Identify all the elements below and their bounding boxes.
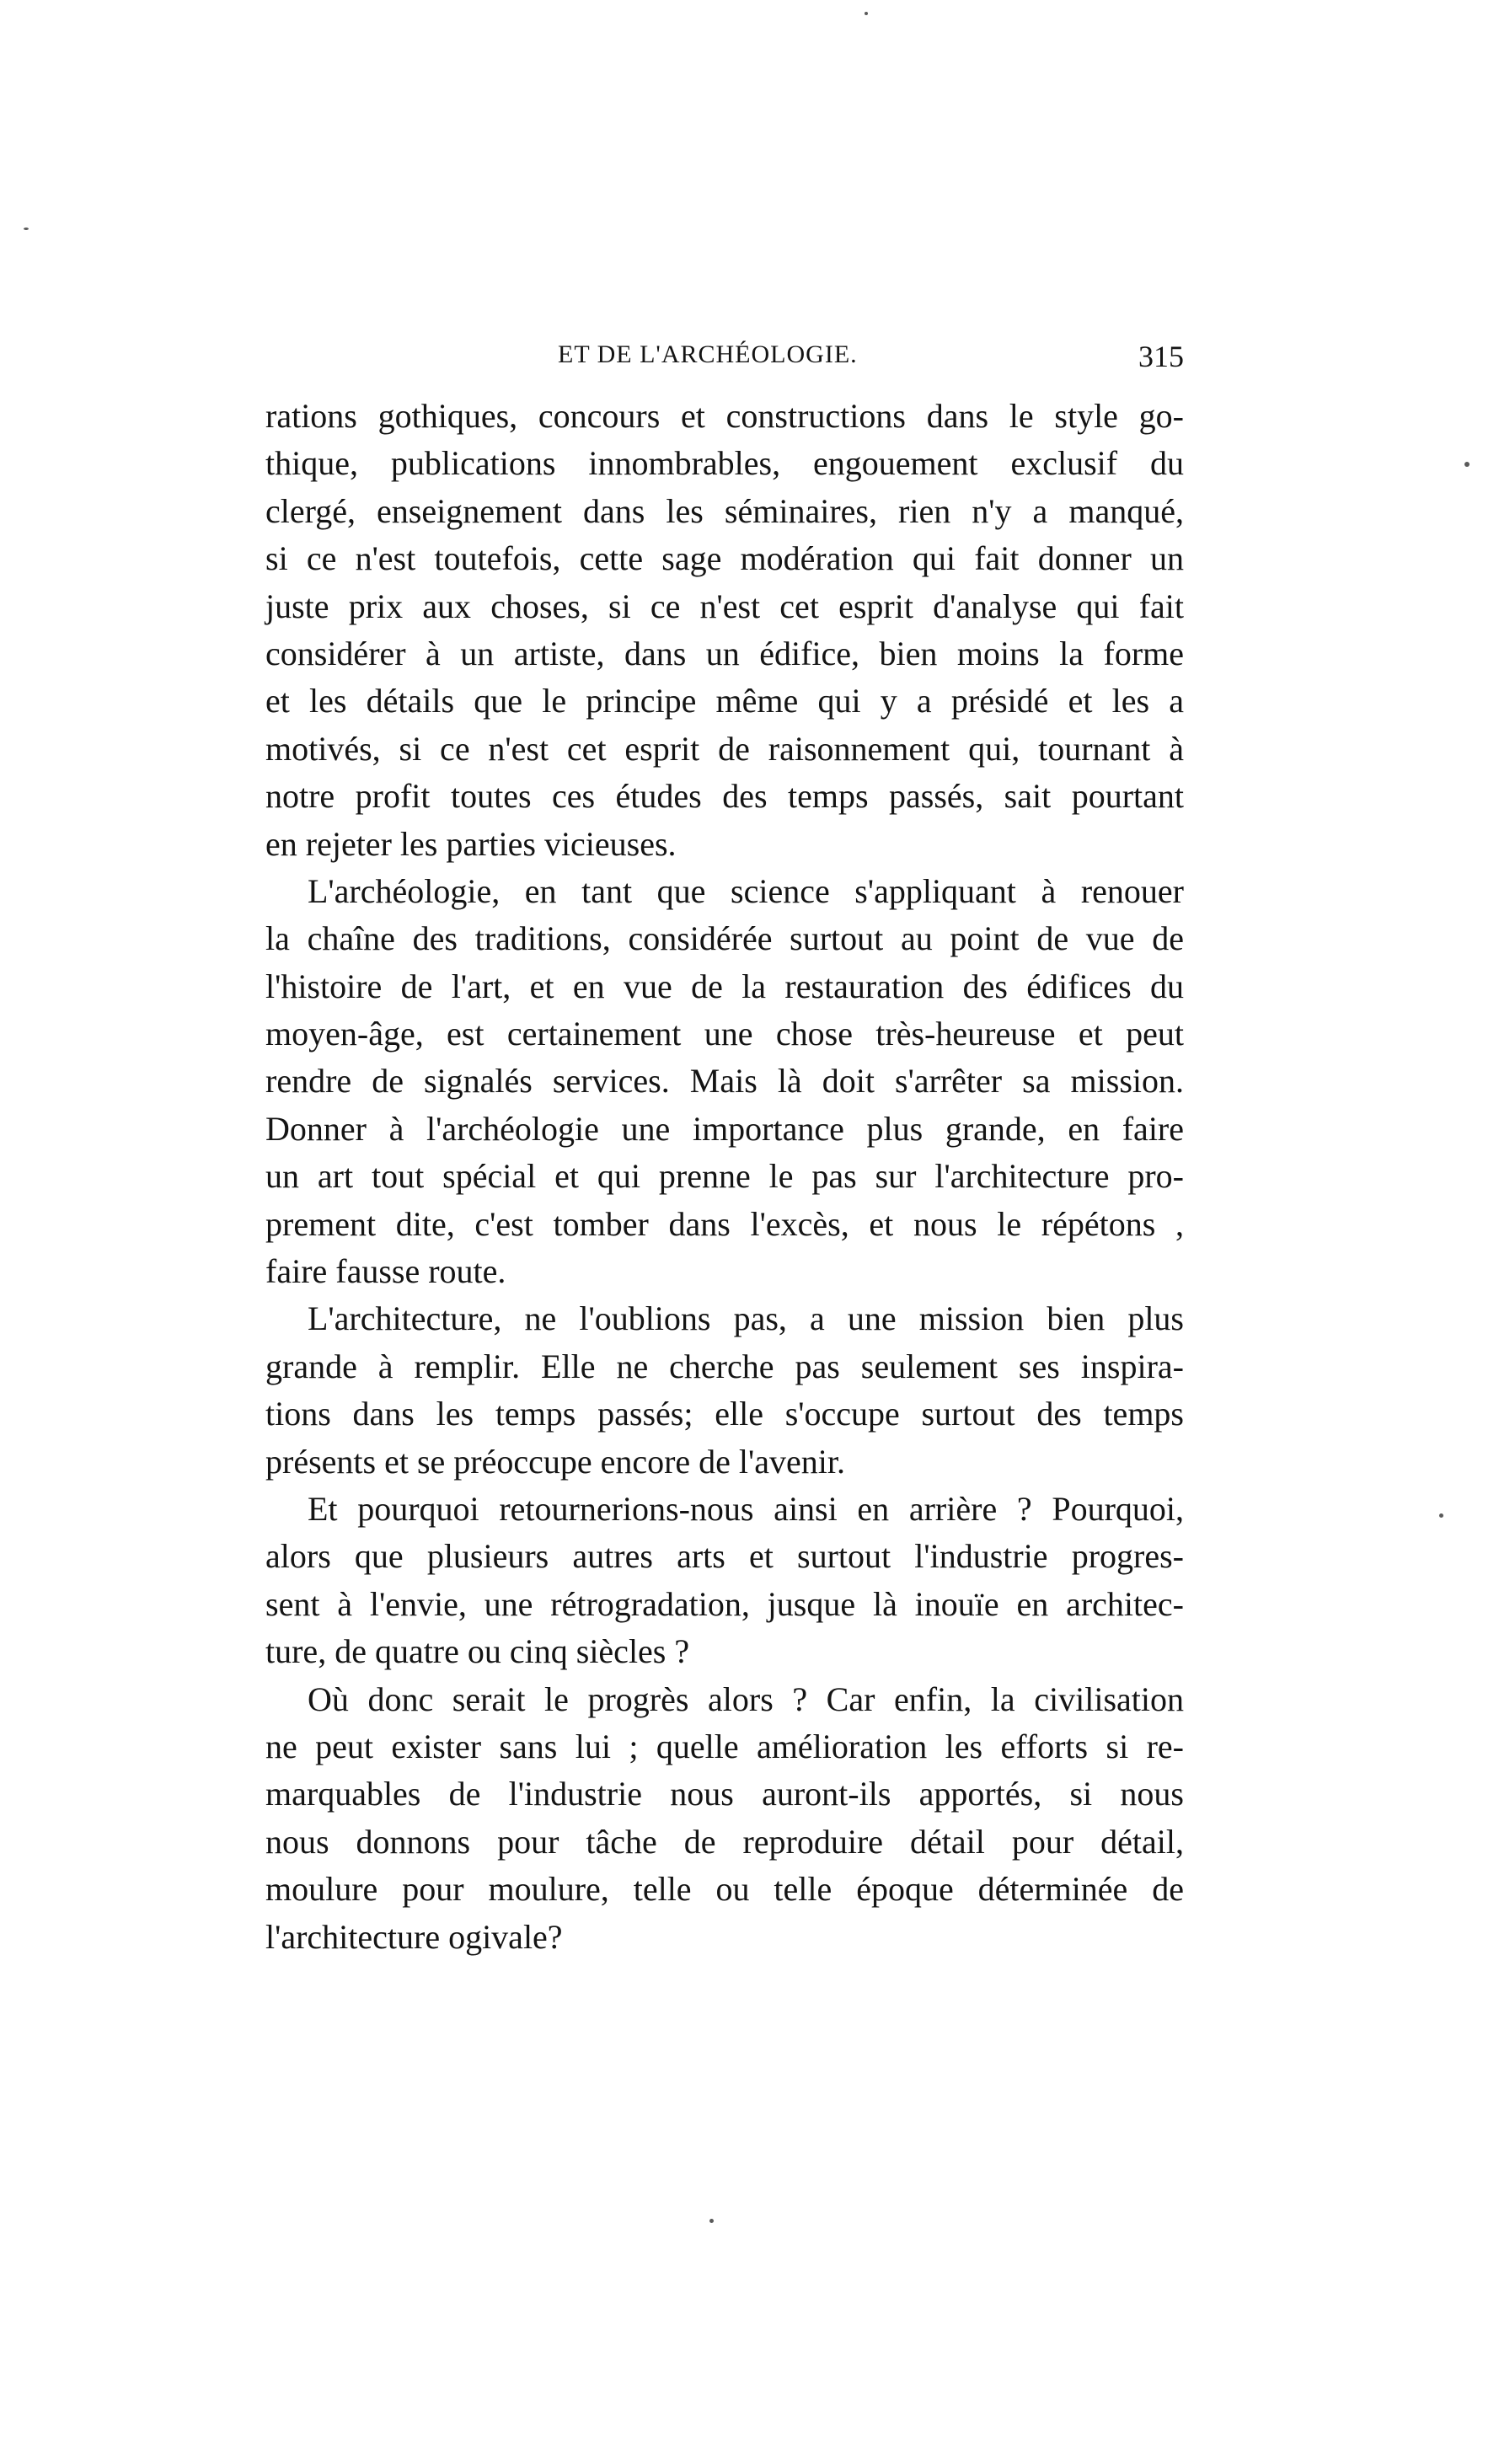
text-line: L'architecture, ne l'oublions pas, a une mission bien plus bbox=[308, 1299, 1184, 1338]
text-line: faire fausse route. bbox=[265, 1252, 506, 1291]
text-line: juste prix aux choses, si ce n'est cet esprit d'analyse qui fait bbox=[265, 587, 1184, 625]
text-line: rations gothiques, concours et constructions dans le style go- bbox=[265, 397, 1184, 435]
text-line: présents et se préoccupe encore de l'avenir. bbox=[265, 1442, 845, 1481]
text-line: sent à l'envie, une rétrogradation, jusque là inouïe en architec- bbox=[265, 1584, 1184, 1623]
running-head bbox=[265, 340, 1184, 383]
scan-speck bbox=[1439, 1513, 1443, 1518]
text-line: nous donnons pour tâche de reproduire détail pour détail, bbox=[265, 1822, 1184, 1861]
text-line: et les détails que le principe même qui y a présidé et les a bbox=[265, 682, 1184, 720]
text-line: alors que plusieurs autres arts et surtout l'industrie progres- bbox=[265, 1537, 1184, 1576]
text-line: un art tout spécial et qui prenne le pas sur l'architecture pro- bbox=[265, 1157, 1184, 1196]
text-line: ne peut exister sans lui ; quelle amélioration les efforts si re- bbox=[265, 1727, 1184, 1765]
text-line: marquables de l'industrie nous auront-ils apportés, si nous bbox=[265, 1775, 1184, 1813]
text-line: rendre de signalés services. Mais là doit s'arrêter sa mission. bbox=[265, 1062, 1184, 1101]
page-number: 315 bbox=[1138, 340, 1184, 373]
scan-speck bbox=[24, 228, 29, 230]
text-line: ture, de quatre ou cinq siècles ? bbox=[265, 1632, 690, 1671]
text-line: prement dite, c'est tomber dans l'excès, et nous le répétons , bbox=[265, 1204, 1184, 1243]
text-line: tions dans les temps passés; elle s'occupe surtout des temps bbox=[265, 1395, 1184, 1433]
text-line: clergé, enseignement dans les séminaires, rien n'y a manqué, bbox=[265, 491, 1184, 530]
text-line: l'architecture ogivale? bbox=[265, 1917, 563, 1956]
text-line: si ce n'est toutefois, cette sage modération qui fait donner un bbox=[265, 539, 1184, 578]
text-line: la chaîne des traditions, considérée surtout au point de vue de bbox=[265, 919, 1184, 958]
text-line: Où donc serait le progrès alors ? Car enfin, la civilisation bbox=[308, 1679, 1184, 1718]
text-line: L'archéologie, en tant que science s'appliquant à renouer bbox=[308, 871, 1184, 910]
text-line: considérer à un artiste, dans un édifice, bien moins la forme bbox=[265, 634, 1184, 672]
text-line: thique, publications innombrables, engouement exclusif du bbox=[265, 444, 1184, 483]
scan-speck bbox=[865, 12, 868, 15]
text-line: notre profit toutes ces études des temps passés, sait pourtant bbox=[265, 777, 1184, 816]
text-line: moyen-âge, est certainement une chose très-heureuse et peut bbox=[265, 1015, 1184, 1053]
text-line: l'histoire de l'art, et en vue de la restauration des édifices du bbox=[265, 967, 1184, 1005]
body-text bbox=[265, 393, 1184, 1961]
text-line: Donner à l'archéologie une importance plus grande, en faire bbox=[265, 1109, 1184, 1148]
text-line: Et pourquoi retournerions-nous ainsi en arrière ? Pourquoi, bbox=[308, 1489, 1184, 1528]
running-title: ET DE L'ARCHÉOLOGIE. bbox=[558, 340, 858, 368]
text-line: grande à remplir. Elle ne cherche pas seulement ses inspira- bbox=[265, 1347, 1184, 1385]
scan-speck bbox=[709, 2219, 714, 2223]
text-line: en rejeter les parties vicieuses. bbox=[265, 824, 677, 863]
text-line: moulure pour moulure, telle ou telle époque déterminée de bbox=[265, 1870, 1184, 1909]
scan-speck bbox=[1464, 462, 1470, 467]
text-line: motivés, si ce n'est cet esprit de raisonnement qui, tournant à bbox=[265, 729, 1184, 768]
